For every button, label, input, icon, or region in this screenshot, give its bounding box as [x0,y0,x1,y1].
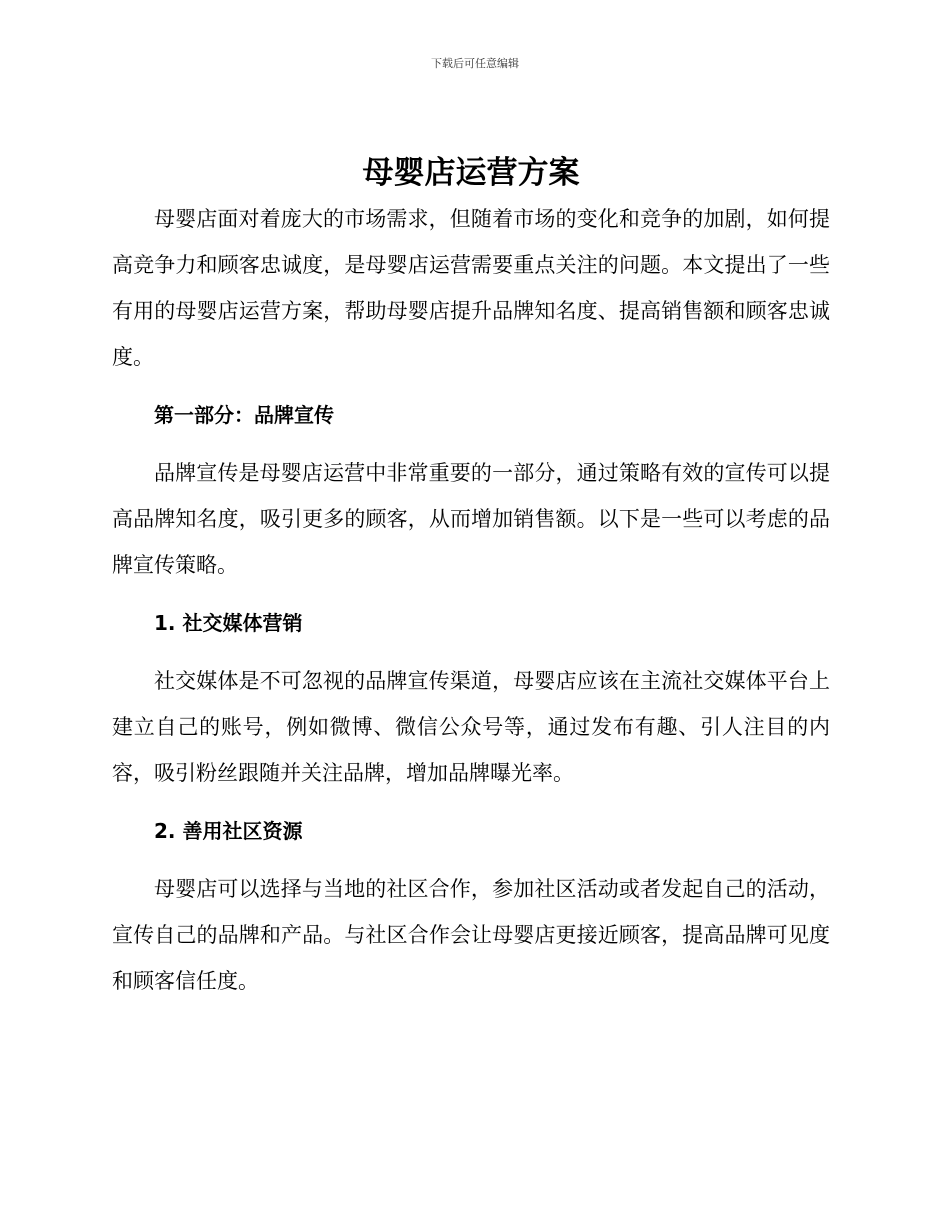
spacer [112,796,830,808]
spacer [112,646,830,658]
spacer [112,854,830,866]
section-heading-community: 2. 善用社区资源 [154,819,303,843]
header-note: 下载后可任意编辑 [431,57,519,70]
spacer [112,438,830,450]
section-heading-social-media: 1. 社交媒体营销 [154,611,303,635]
document-title: 母婴店运营方案 [362,155,580,191]
section-heading-brand-promotion: 第一部分：品牌宣传 [154,403,334,427]
spacer [112,380,830,392]
intro-paragraph: 母婴店面对着庞大的市场需求，但随着市场的变化和竞争的加剧，如何提高竞争力和顾客忠诚度，是母婴店运营需要重点关注的问题。本文提出了一些有用的母婴店运营方案，帮助母婴店提升品牌知名度、提高销售额和顾客忠诚度。 [112,207,830,369]
document-body [112,150,830,1004]
section-paragraph-social-media: 社交媒体是不可忽视的品牌宣传渠道，母婴店应该在主流社交媒体平台上建立自己的账号，例如微博、微信公众号等，通过发布有趣、引人注目的内容，吸引粉丝跟随并关注品牌，增加品牌曝光率。 [112,669,830,785]
section-paragraph-brand-promotion: 品牌宣传是母婴店运营中非常重要的一部分，通过策略有效的宣传可以提高品牌知名度，吸引更多的顾客，从而增加销售额。以下是一些可以考虑的品牌宣传策略。 [112,461,830,577]
section-paragraph-community: 母婴店可以选择与当地的社区合作，参加社区活动或者发起自己的活动，宣传自己的品牌和产品。与社区合作会让母婴店更接近顾客，提高品牌可见度和顾客信任度。 [112,877,830,993]
spacer [112,588,830,600]
